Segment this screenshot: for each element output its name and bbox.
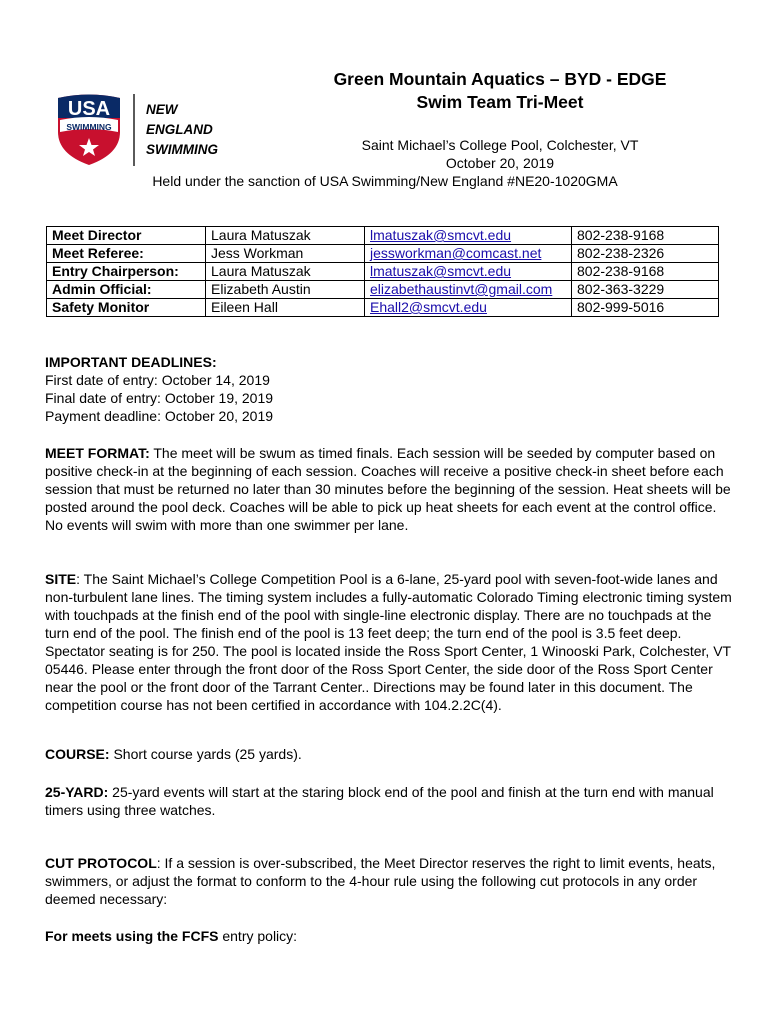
cut-protocol-section (45, 854, 735, 908)
official-phone: 802-363-3229 (572, 281, 719, 299)
swimming-logo-text: SWIMMING (66, 122, 112, 132)
usa-swimming-new-england-logo (52, 92, 232, 172)
official-name: Laura Matuszak (206, 227, 365, 245)
yard25-text: 25-yard events will start at the staring block end of the pool and finish at the turn end with manual timers using three watches. (45, 784, 714, 818)
official-email-link[interactable]: elizabethaustinvt@gmail.com (370, 281, 553, 297)
meet-format-text: The meet will be swum as timed finals. Each session will be seeded by computer based on positive check-in at the beginning of each session. Coaches will receive a positive check-in sheet before each session that must be returned no later than 30 minutes before the beginning of the session. Heat sheets will be posted around the pool deck. Coaches will be able to pick up heat sheets for each event at the control office. (45, 445, 731, 515)
course-label: COURSE: (45, 746, 110, 762)
official-role: Meet Director (47, 227, 206, 245)
meet-format-note: No events will swim with more than one swimmer per lane. (45, 517, 409, 533)
meet-subtitle: Swim Team Tri-Meet (416, 92, 584, 112)
official-name: Eileen Hall (206, 299, 365, 317)
yard25-section (45, 783, 735, 819)
official-role: Admin Official: (47, 281, 206, 299)
usa-logo-text: USA (67, 98, 111, 120)
course-section (45, 745, 735, 763)
fcfs-label: For meets using the FCFS (45, 928, 219, 944)
cut-protocol-text: : If a session is over-subscribed, the Meet Director reserves the right to limit events, heats, swimmers, or adjust the format to conform to the 4-hour rule using the following cut protocols in any order deemed necessary: (45, 855, 716, 907)
new-england-line2: ENGLAND (146, 122, 213, 137)
official-phone: 802-238-9168 (572, 227, 719, 245)
official-phone: 802-999-5016 (572, 299, 719, 317)
table-row (47, 227, 719, 245)
official-email-link[interactable]: lmatuszak@smcvt.edu (370, 263, 512, 279)
course-text: Short course yards (25 yards). (109, 746, 302, 762)
yard25-label: 25-YARD: (45, 784, 109, 800)
new-england-line3: SWIMMING (146, 142, 218, 157)
fcfs-section (45, 927, 735, 945)
official-name: Jess Workman (206, 245, 365, 263)
official-name: Laura Matuszak (206, 263, 365, 281)
deadlines-heading: IMPORTANT DEADLINES: (45, 354, 217, 370)
table-row (47, 299, 719, 317)
meet-date: October 20, 2019 (445, 155, 555, 171)
site-text: : The Saint Michael’s College Competition Pool is a 6-lane, 25-yard pool with seven-foot-wide lanes and non-turbulent lane lines. The timing system includes a fully-automatic Colorado Timing electronic timing system with touchpads at the finish end of the pool with single-line electronic display. There are no touchpads at the turn end of the pool. The finish end of the pool is 13 feet deep; the turn end of the pool is 3.5 feet deep. Spectator seating is for 250. The pool is located inside the Ross Sport Center, 1 Winooski Park, Colchester, VT 05446. Please enter through the front door of the Ross Sport Center, the side door of the Ross Sport Center near the pool or the front door of the Tarrant Center.. Directions may be found later in this document. The competition course has not been certified in accordance with 104.2.2C(4). (45, 571, 732, 713)
deadlines-section (45, 353, 735, 425)
official-phone: 802-238-9168 (572, 263, 719, 281)
payment-deadline: Payment deadline: October 20, 2019 (45, 408, 274, 424)
official-role: Entry Chairperson: (47, 263, 206, 281)
official-email-link[interactable]: lmatuszak@smcvt.edu (370, 227, 512, 243)
new-england-line1: NEW (146, 102, 178, 117)
official-role: Meet Referee: (47, 245, 206, 263)
fcfs-text: entry policy: (218, 928, 298, 944)
table-row (47, 281, 719, 299)
first-entry-date: First date of entry: October 14, 2019 (45, 372, 270, 388)
official-email-link[interactable]: Ehall2@smcvt.edu (370, 299, 487, 315)
official-name: Elizabeth Austin (206, 281, 365, 299)
official-phone: 802-238-2326 (572, 245, 719, 263)
meet-title: Green Mountain Aquatics – BYD - EDGE (333, 69, 667, 89)
sanction-line: Held under the sanction of USA Swimming/New England #NE20-1020GMA (152, 173, 618, 189)
meet-format-section (45, 444, 735, 534)
table-row (47, 263, 719, 281)
official-email-link[interactable]: jessworkman@comcast.net (370, 245, 542, 261)
meet-officials-table (46, 226, 719, 317)
final-entry-date: Final date of entry: October 19, 2019 (45, 390, 274, 406)
site-section (45, 570, 735, 714)
table-row (47, 245, 719, 263)
meet-format-label: MEET FORMAT: (45, 445, 150, 461)
usa-swimming-shield-icon (52, 92, 232, 172)
meet-location: Saint Michael’s College Pool, Colchester, VT (361, 137, 639, 153)
official-role: Safety Monitor (47, 299, 206, 317)
cut-protocol-label: CUT PROTOCOL (45, 855, 157, 871)
site-label: SITE (45, 571, 77, 587)
